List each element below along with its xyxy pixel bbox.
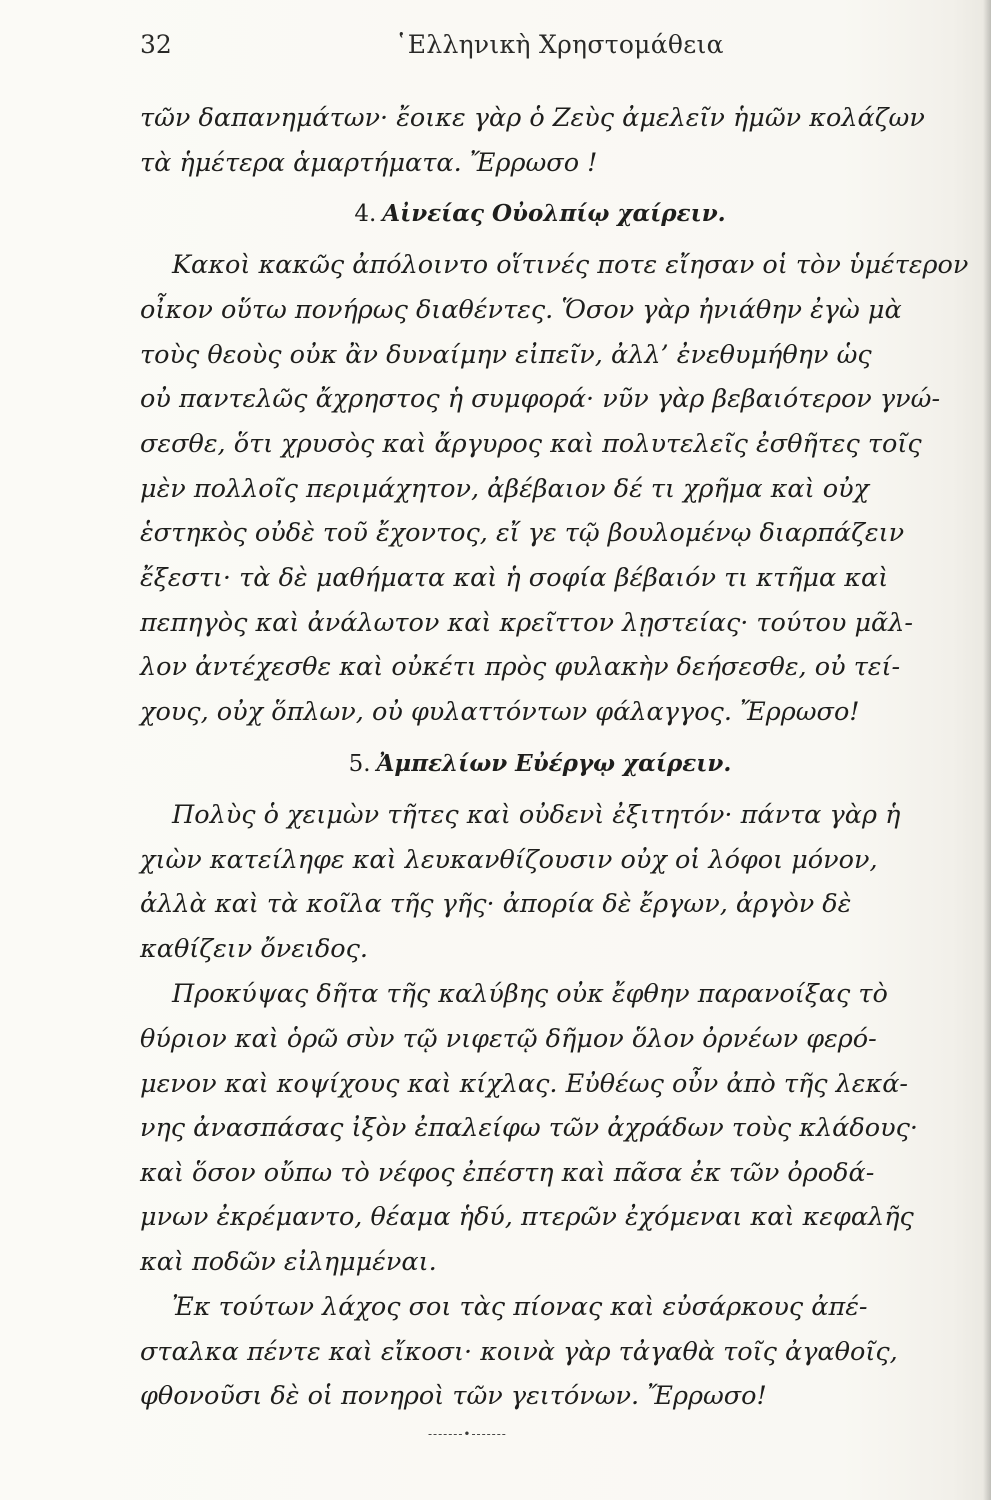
letter-5-title: Ἀμπελίων Εὐέργῳ χαίρειν. xyxy=(376,750,732,777)
text-line: λον ἀντέχεσθε καὶ οὐκέτι πρὸς φυλακὴν δεήσεσθε, οὐ τεί- xyxy=(140,652,901,682)
text-line: τὰ ἡμέτερα ἁμαρτήματα. Ἔρρωσο ! xyxy=(140,148,598,178)
text-line: χιὼν κατείληφε καὶ λευκανθίζουσιν οὐχ οἱ λόφοι μόνον, xyxy=(140,845,878,875)
text-line: καὶ ὅσον οὔπω τὸ νέφος ἐπέστη καὶ πᾶσα ἐκ τῶν ὀροδά- xyxy=(140,1158,875,1188)
text-line: Ἐκ τούτων λάχος σοι τὰς πίονας καὶ εὐσάρκους ἀπέ- xyxy=(172,1292,868,1322)
letter-4-number: 4. xyxy=(354,201,377,227)
text-line: ἑστηκὸς οὐδὲ τοῦ ἔχοντος, εἴ γε τῷ βουλομένῳ διαρπάζειν xyxy=(140,518,905,548)
text-line: οὐ παντελῶς ἄχρηστος ἡ συμφορά· νῦν γὰρ βεβαιότερον γνώ- xyxy=(140,384,941,414)
text-line: τῶν δαπανημάτων· ἔοικε γὰρ ὁ Ζεὺς ἀμελεῖν ἡμῶν κολάζων xyxy=(140,103,925,133)
end-ornament: -------•------- xyxy=(428,1428,507,1440)
text-line: καθίζειν ὄνειδος. xyxy=(140,934,369,964)
text-line: ἀλλὰ καὶ τὰ κοῖλα τῆς γῆς· ἀπορία δὲ ἔργων, ἀργὸν δὲ xyxy=(140,889,852,919)
text-line: Κακοὶ κακῶς ἀπόλοιντο οἵτινές ποτε εἴησαν οἱ τὸν ὑμέτερον xyxy=(172,250,969,280)
page-header xyxy=(140,30,920,70)
page-number: 32 xyxy=(140,30,172,59)
text-line: οἶκον οὕτω πονήρως διαθέντες. Ὅσον γὰρ ἠνιάθην ἐγὼ μὰ xyxy=(140,295,902,325)
text-line: σταλκα πέντε καὶ εἴκοσι· κοινὰ γὰρ τἀγαθὰ τοῖς ἀγαθοῖς, xyxy=(140,1337,898,1367)
text-line: νης ἀνασπάσας ἰξὸν ἐπαλείφω τῶν ἀχράδων τοὺς κλάδους· xyxy=(140,1113,918,1143)
letter-4-heading xyxy=(140,200,940,227)
letter-4-title: Αἰνείας Οὐολπίῳ χαίρειν. xyxy=(382,200,726,227)
text-line: μνων ἐκρέμαντο, θέαμα ἡδύ, πτερῶν ἐχόμεναι καὶ κεφαλῆς xyxy=(140,1202,914,1232)
text-line: θύριον καὶ ὁρῶ σὺν τῷ νιφετῷ δῆμον ὅλον ὀρνέων φερό- xyxy=(140,1024,877,1054)
text-line: χους, οὐχ ὅπλων, οὐ φυλαττόντων φάλαγγος. Ἔρρωσο! xyxy=(140,697,860,727)
text-line: φθονοῦσι δὲ οἱ πονηροὶ τῶν γειτόνων. Ἔρρωσο! xyxy=(140,1381,767,1411)
text-line: καὶ ποδῶν εἰλημμέναι. xyxy=(140,1247,437,1277)
text-line: Πολὺς ὁ χειμὼν τῆτες καὶ οὐδενὶ ἐξιτητόν· πάντα γὰρ ἡ xyxy=(172,800,901,830)
letter-5-heading xyxy=(140,750,940,777)
text-line: σεσθε, ὅτι χρυσὸς καὶ ἄργυρος καὶ πολυτελεῖς ἐσθῆτες τοῖς xyxy=(140,429,922,459)
text-line: μενον καὶ κοψίχους καὶ κίχλας. Εὐθέως οὖν ἀπὸ τῆς λεκά- xyxy=(140,1069,909,1099)
text-line: μὲν πολλοῖς περιμάχητον, ἀβέβαιον δέ τι χρῆμα καὶ οὐχ xyxy=(140,474,870,504)
running-title: ῾Ελληνικὴ Χρηστομάθεια xyxy=(395,30,724,59)
text-line: πεπηγὸς καὶ ἀνάλωτον καὶ κρεῖττον λῃστείας· τούτου μᾶλ- xyxy=(140,608,914,638)
text-line: τοὺς θεοὺς οὐκ ἂν δυναίμην εἰπεῖν, ἀλλ’ ἐνεθυμήθην ὡς xyxy=(140,340,872,370)
text-line: ἔξεστι· τὰ δὲ μαθήματα καὶ ἡ σοφία βέβαιόν τι κτῆμα καὶ xyxy=(140,563,889,593)
text-line: Προκύψας δῆτα τῆς καλύβης οὐκ ἔφθην παρανοίξας τὸ xyxy=(172,979,888,1009)
page-edge-shadow xyxy=(983,0,991,1500)
letter-5-number: 5. xyxy=(348,751,371,777)
